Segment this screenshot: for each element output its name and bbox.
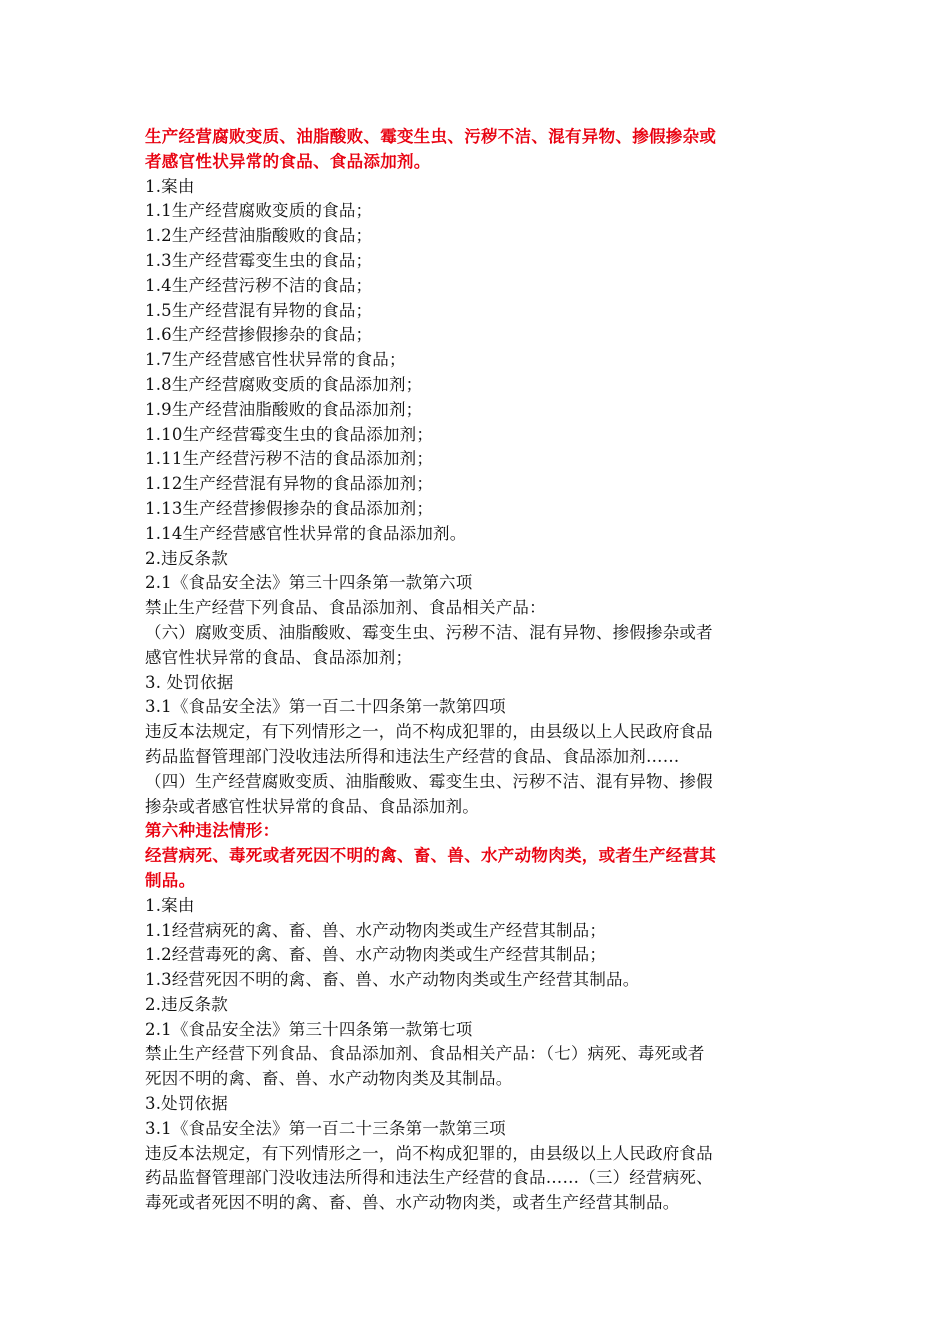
body-line: 1.11生产经营污秽不洁的食品添加剂； [145, 449, 434, 469]
body-line: 1.10生产经营霉变生虫的食品添加剂； [145, 424, 434, 444]
heading-line: 者感官性状异常的食品、食品添加剂。 [145, 151, 431, 171]
body-line: （六）腐败变质、油脂酸败、霉变生虫、污秽不洁、混有异物、掺假掺杂或者 [145, 622, 713, 642]
heading-line: 制品。 [145, 870, 196, 890]
body-line: 违反本法规定，有下列情形之一，尚不构成犯罪的，由县级以上人民政府食品 [145, 722, 713, 742]
body-line: 感官性状异常的食品、食品添加剂； [145, 647, 413, 667]
body-line: 1.案由 [145, 895, 195, 915]
body-line: 1.3经营死因不明的禽、畜、兽、水产动物肉类或生产经营其制品。 [145, 970, 640, 990]
body-line: 3.1《食品安全法》第一百二十四条第一款第四项 [145, 697, 506, 717]
body-line: 1.2生产经营油脂酸败的食品； [145, 226, 373, 246]
body-line: 3.1《食品安全法》第一百二十三条第一款第三项 [145, 1118, 506, 1138]
body-line: 2.1《食品安全法》第三十四条第一款第六项 [145, 573, 473, 593]
body-line: 1.5生产经营混有异物的食品； [145, 300, 373, 320]
body-line: 2.违反条款 [145, 994, 228, 1014]
body-line: 1.13生产经营掺假掺杂的食品添加剂； [145, 498, 434, 518]
body-line: 1.14生产经营感官性状异常的食品添加剂。 [145, 523, 467, 543]
body-line: 1.1经营病死的禽、畜、兽、水产动物肉类或生产经营其制品； [145, 920, 607, 940]
body-line: 1.9生产经营油脂酸败的食品添加剂； [145, 399, 423, 419]
body-line: 1.8生产经营腐败变质的食品添加剂； [145, 374, 423, 394]
body-line: 药品监督管理部门没收违法所得和违法生产经营的食品、食品添加剂…… [145, 746, 680, 766]
body-line: 掺杂或者感官性状异常的食品、食品添加剂。 [145, 796, 479, 816]
body-line: 1.7生产经营感官性状异常的食品； [145, 350, 406, 370]
body-line: 1.12生产经营混有异物的食品添加剂； [145, 474, 434, 494]
body-line: 3.处罚依据 [145, 1094, 228, 1114]
body-line: 1.3生产经营霉变生虫的食品； [145, 250, 373, 270]
body-line: 1.案由 [145, 176, 195, 196]
body-line: 2.1《食品安全法》第三十四条第一款第七项 [145, 1019, 473, 1039]
heading-line: 生产经营腐败变质、油脂酸败、霉变生虫、污秽不洁、混有异物、掺假掺杂或 [145, 127, 717, 146]
body-line: 1.4生产经营污秽不洁的食品； [145, 275, 373, 295]
body-line: 违反本法规定，有下列情形之一，尚不构成犯罪的，由县级以上人民政府食品 [145, 1143, 713, 1163]
body-line: 药品监督管理部门没收违法所得和违法生产经营的食品……（三）经营病死、 [145, 1168, 713, 1188]
body-line: 禁止生产经营下列食品、食品添加剂、食品相关产品： [145, 598, 546, 618]
body-line: 1.1生产经营腐败变质的食品； [145, 201, 373, 221]
document-page [145, 125, 800, 1216]
body-line: 3. 处罚依据 [145, 672, 234, 692]
body-line: （四）生产经营腐败变质、油脂酸败、霉变生虫、污秽不洁、混有异物、掺假 [145, 771, 713, 791]
body-line: 1.6生产经营掺假掺杂的食品； [145, 325, 373, 345]
body-line: 1.2经营毒死的禽、畜、兽、水产动物肉类或生产经营其制品； [145, 945, 607, 965]
body-line: 禁止生产经营下列食品、食品添加剂、食品相关产品：（七）病死、毒死或者 [145, 1044, 705, 1064]
body-line: 毒死或者死因不明的禽、畜、兽、水产动物肉类，或者生产经营其制品。 [145, 1193, 680, 1213]
heading-line: 第六种违法情形： [145, 821, 280, 841]
body-line: 2.违反条款 [145, 548, 228, 568]
body-line: 死因不明的禽、畜、兽、水产动物肉类及其制品。 [145, 1069, 513, 1089]
heading-line: 经营病死、毒死或者死因不明的禽、畜、兽、水产动物肉类，或者生产经营其 [145, 846, 717, 866]
